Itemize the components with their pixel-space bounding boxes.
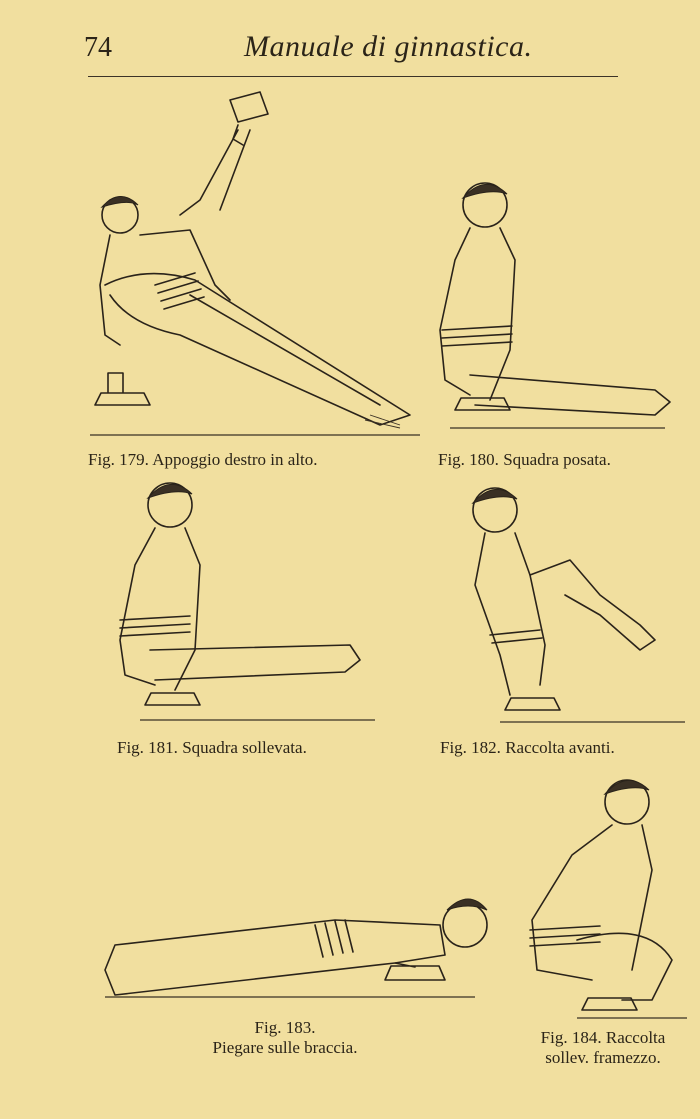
page-header xyxy=(0,0,700,80)
figure-184-illustration xyxy=(522,770,692,1020)
figure-179-title: Appoggio destro in alto. xyxy=(152,450,318,469)
figure-182-illustration xyxy=(460,485,690,725)
figure-179-number: Fig. 179. xyxy=(88,450,149,469)
page-number: 74 xyxy=(84,32,112,63)
figure-183-illustration xyxy=(95,885,495,1005)
figure-183 xyxy=(95,885,495,1057)
figure-180 xyxy=(430,180,690,469)
figure-182-title: Raccolta avanti. xyxy=(505,738,615,757)
figure-181-title: Squadra sollevata. xyxy=(182,738,307,757)
header-rule xyxy=(88,76,618,77)
figure-182 xyxy=(440,485,690,757)
figure-179-caption xyxy=(88,450,318,470)
figure-179 xyxy=(80,85,420,469)
figure-180-caption xyxy=(438,450,611,470)
figure-180-number: Fig. 180. xyxy=(438,450,499,469)
figure-184-number: Fig. 184. xyxy=(540,1028,602,1047)
figure-179-illustration xyxy=(80,85,420,440)
figure-181-illustration xyxy=(105,480,375,725)
figure-183-number: Fig. 183. xyxy=(254,1018,316,1037)
figure-182-caption xyxy=(440,738,615,758)
figure-183-title: Piegare sulle braccia. xyxy=(212,1038,358,1057)
figure-184-caption xyxy=(514,1028,692,1068)
figure-181-number: Fig. 181. xyxy=(117,738,178,757)
figure-180-title: Squadra posata. xyxy=(503,450,611,469)
figure-180-illustration xyxy=(430,180,690,440)
figure-182-number: Fig. 182. xyxy=(440,738,501,757)
figure-181 xyxy=(105,480,375,757)
figure-184 xyxy=(522,770,692,1067)
running-title: Manuale di ginnastica. xyxy=(244,30,533,63)
figure-184-title-line2: sollev. framezzo. xyxy=(545,1048,661,1067)
figure-181-caption xyxy=(117,738,307,758)
figure-184-title-line1: Raccolta xyxy=(605,1028,666,1047)
figure-183-caption xyxy=(135,1018,435,1058)
